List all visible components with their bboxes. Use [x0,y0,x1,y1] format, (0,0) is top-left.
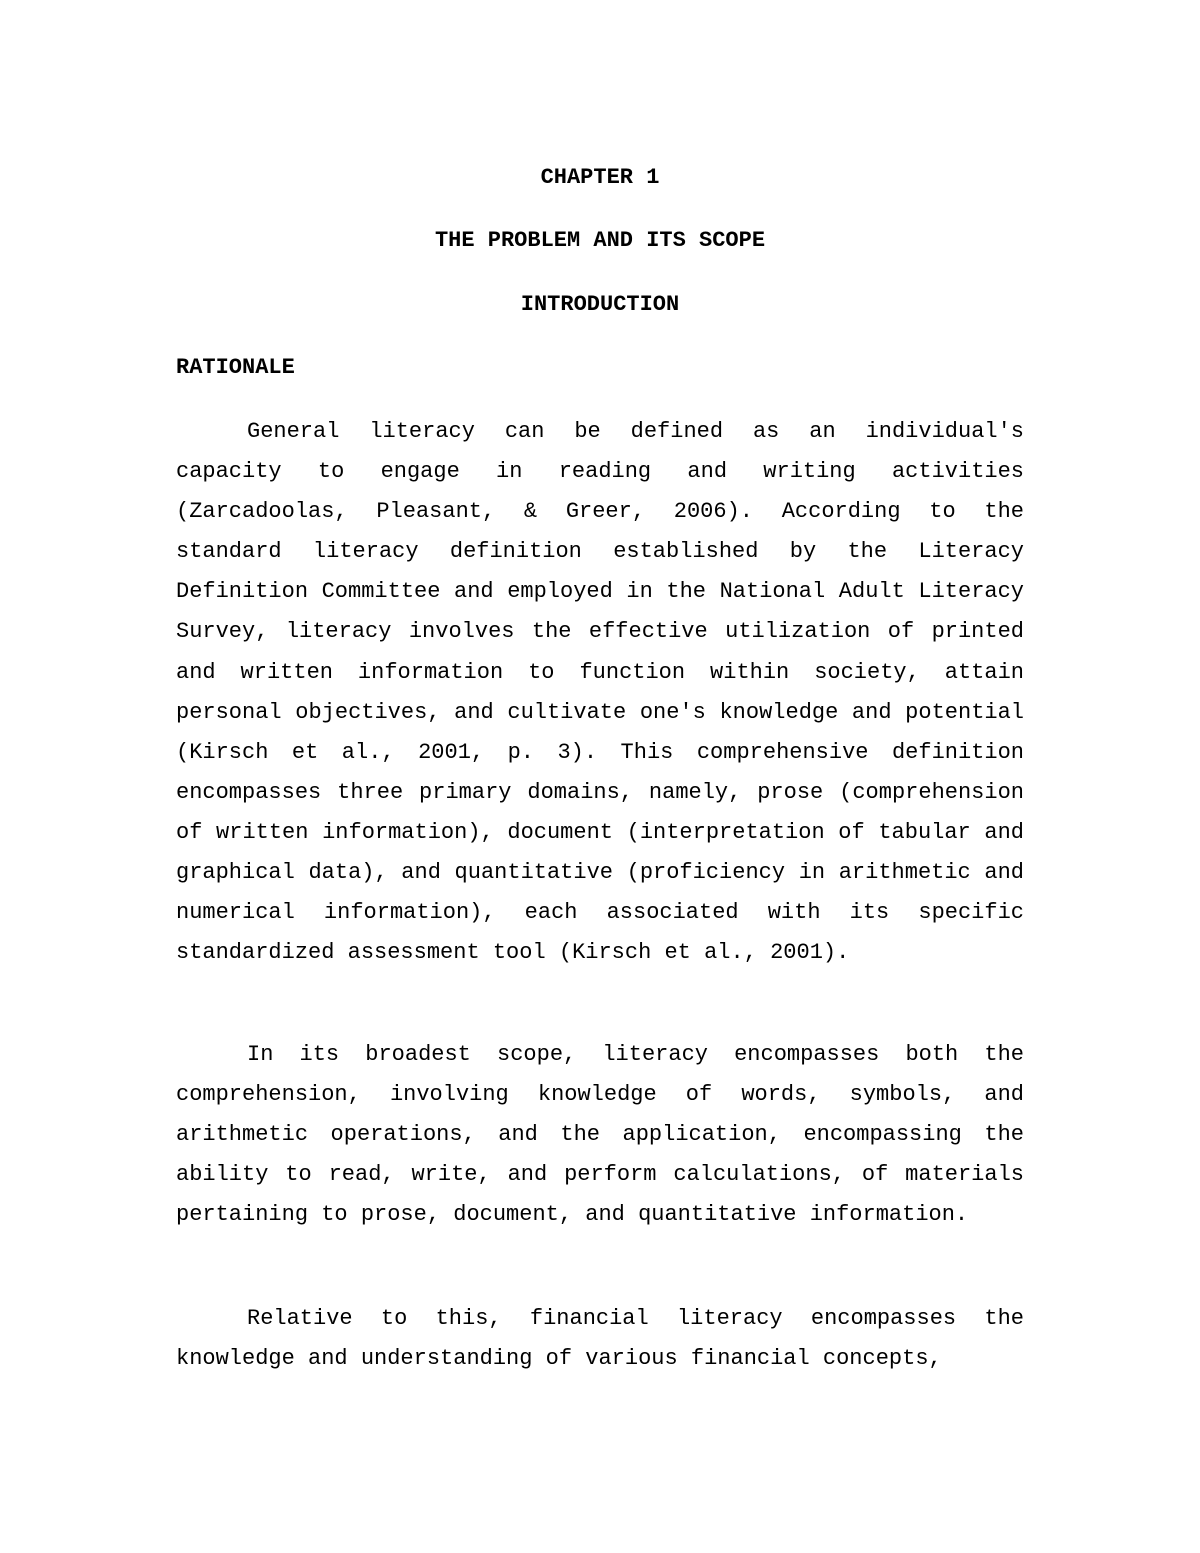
chapter-title: THE PROBLEM AND ITS SCOPE [434,228,766,253]
paragraph-general-literacy: General literacy can be defined as an individual's capacity to engage in reading and writing activities (Zarcadoolas, Pleasant, & Greer, 2006). According to the standard literacy definition established by the Literacy Definition Committee and employed in the National Adult Literacy Survey, literacy involves the effective utilization of printed and written information to function within society, attain personal objectives, and cultivate one's knowledge and potential (Kirsch et al., 2001, p. 3). This comprehensive definition encompasses three primary domains, namely, prose (comprehension of written information), document (interpretation of tabular and graphical data), and quantitative (proficiency in arithmetic and numerical information), each associated with its specific standardized assessment tool (Kirsch et al., 2001). [176,419,1024,966]
chapter-heading: CHAPTER 1 [540,165,660,190]
rationale-heading: RATIONALE [176,355,295,380]
introduction-heading: INTRODUCTION [520,292,680,317]
paragraph-financial-literacy: Relative to this, financial literacy encompasses the knowledge and understanding of various financial concepts, [176,1306,1024,1372]
paragraph-broadest-scope: In its broadest scope, literacy encompasses both the comprehension, involving knowledge of words, symbols, and arithmetic operations, and the application, encompassing the ability to read, write, and perform calculations, of materials pertaining to prose, document, and quantitative information. [176,1042,1024,1228]
